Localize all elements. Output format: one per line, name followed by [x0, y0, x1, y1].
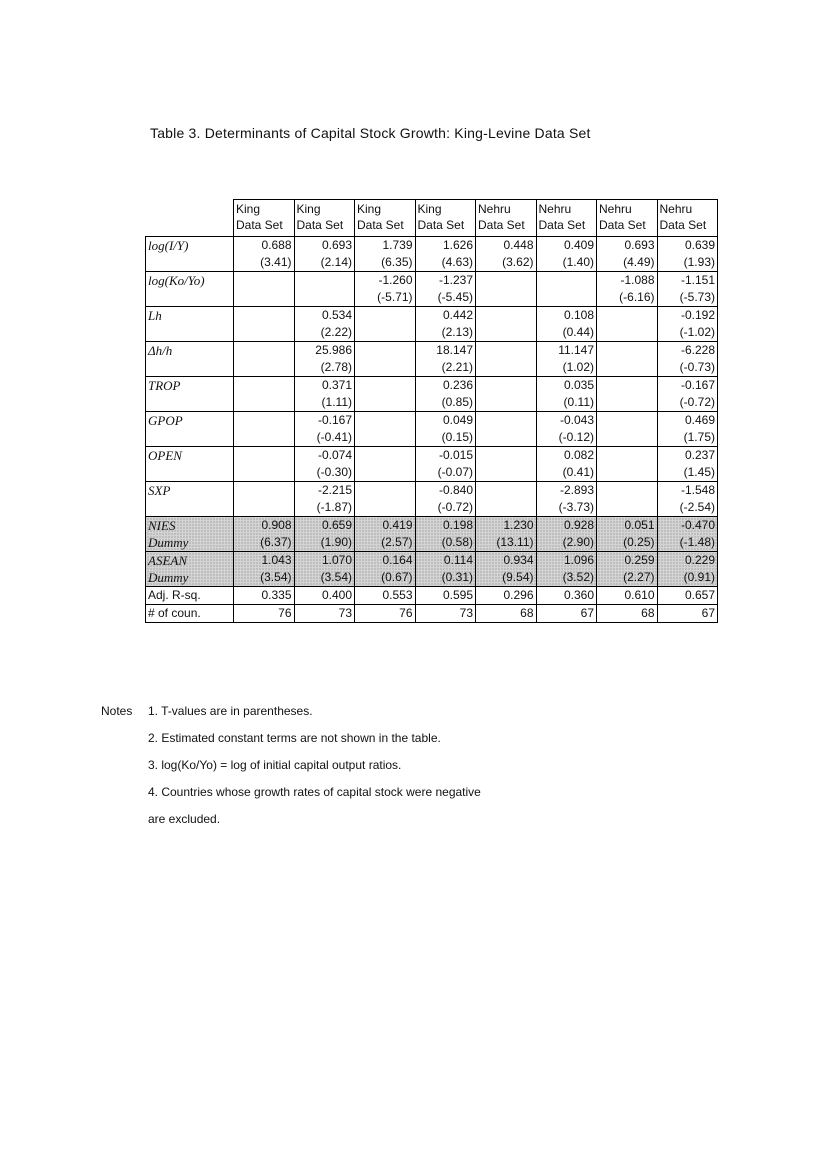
coefficient-cell: [355, 517, 416, 552]
coefficient: -1.237: [438, 273, 473, 287]
t-value: (0.15): [441, 430, 473, 444]
t-value: (-0.72): [437, 500, 473, 514]
t-value: (3.54): [260, 570, 292, 584]
coefficient-cell: [234, 307, 295, 342]
coefficient-cell: [657, 307, 718, 342]
t-value: (6.35): [381, 255, 413, 269]
coefficient-cell: [234, 482, 295, 517]
variable-name: OPEN: [148, 448, 182, 463]
variable-label: [146, 272, 234, 307]
header-row: [146, 200, 718, 237]
t-value: (1.90): [320, 535, 352, 549]
coefficient-cell: [294, 552, 355, 587]
variable-row: [146, 272, 718, 307]
coefficient-cell: [294, 377, 355, 412]
t-value: (1.93): [683, 255, 715, 269]
coefficient-cell: [415, 552, 476, 587]
coefficient-cell: [597, 517, 658, 552]
t-value: (2.22): [320, 325, 352, 339]
coefficient-cell: [234, 272, 295, 307]
column-header-line1: Nehru: [478, 202, 511, 216]
coefficient-cell: [294, 517, 355, 552]
variable-name: ASEAN: [148, 553, 187, 568]
stats-value: 0.360: [536, 587, 597, 605]
coefficient-cell: [476, 237, 537, 272]
t-value: (-1.02): [679, 325, 715, 339]
coefficient-cell: [355, 447, 416, 482]
column-header: [476, 200, 537, 237]
coefficient: -0.043: [559, 413, 594, 427]
variable-name-line2: Dummy: [148, 535, 189, 550]
coefficient-cell: [657, 447, 718, 482]
t-value: (1.11): [321, 395, 352, 409]
stats-value: 67: [536, 605, 597, 623]
coefficient-cell: [234, 552, 295, 587]
coefficient-cell: [597, 272, 658, 307]
coefficient-cell: [415, 272, 476, 307]
column-header-line2: Data Set: [659, 218, 707, 232]
stats-value: 73: [415, 605, 476, 623]
column-header: [415, 200, 476, 237]
t-value: (0.67): [381, 570, 413, 584]
coefficient-cell: [415, 307, 476, 342]
stats-value: 0.657: [657, 587, 718, 605]
variable-label: [146, 377, 234, 412]
variable-row: [146, 342, 718, 377]
coefficient: -0.470: [680, 518, 715, 532]
variable-row: [146, 482, 718, 517]
coefficient-cell: [536, 447, 597, 482]
coefficient-cell: [415, 377, 476, 412]
coefficient: -2.893: [559, 483, 594, 497]
coefficient: 0.693: [321, 238, 352, 252]
stats-value: 0.553: [355, 587, 416, 605]
coefficient-cell: [476, 377, 537, 412]
t-value: (13.11): [496, 535, 534, 549]
coefficient-cell: [657, 342, 718, 377]
t-value: (2.90): [562, 535, 594, 549]
coefficient: 0.442: [442, 308, 473, 322]
t-value: (6.37): [260, 535, 292, 549]
column-header: [294, 200, 355, 237]
variable-name: TROP: [148, 378, 181, 393]
t-value: (1.45): [683, 465, 715, 479]
coefficient-cell: [415, 412, 476, 447]
coefficient-cell: [536, 237, 597, 272]
coefficient-cell: [415, 517, 476, 552]
variable-row: [146, 447, 718, 482]
variable-name: log(Ko/Yo): [148, 273, 205, 288]
coefficient-cell: [597, 342, 658, 377]
coefficient-cell: [536, 517, 597, 552]
coefficient: 0.419: [382, 518, 413, 532]
coefficient-cell: [355, 307, 416, 342]
column-header-line2: Data Set: [417, 218, 465, 232]
coefficient-cell: [657, 517, 718, 552]
coefficient-cell: [294, 412, 355, 447]
note-4: 4. Countries whose growth rates of capital stock were negative: [148, 785, 481, 799]
t-value: (-0.41): [316, 430, 352, 444]
coefficient: 18.147: [436, 343, 473, 357]
table-title: Table 3. Determinants of Capital Stock Growth: King-Levine Data Set: [150, 125, 591, 141]
coefficient-cell: [294, 272, 355, 307]
note-2: 2. Estimated constant terms are not shown in the table.: [148, 731, 441, 745]
coefficient: -1.088: [620, 273, 655, 287]
t-value: (0.44): [562, 325, 594, 339]
coefficient-cell: [657, 412, 718, 447]
coefficient-cell: [536, 342, 597, 377]
variable-label: [146, 412, 234, 447]
t-value: (0.41): [562, 465, 594, 479]
variable-label: [146, 342, 234, 377]
coefficient: 0.693: [624, 238, 655, 252]
coefficient: 0.049: [442, 413, 473, 427]
column-header-line1: Nehru: [538, 202, 572, 216]
coefficient: 0.469: [684, 413, 715, 427]
t-value: (-0.73): [679, 360, 715, 374]
coefficient-cell: [657, 272, 718, 307]
stats-value: 0.400: [294, 587, 355, 605]
coefficient-cell: [234, 377, 295, 412]
coefficient: 0.198: [442, 518, 473, 532]
variable-name: Δh/h: [148, 343, 173, 358]
coefficient: -1.548: [680, 483, 715, 497]
variable-label: [146, 517, 234, 552]
coefficient: -6.228: [680, 343, 715, 357]
column-header-line2: Data Set: [357, 218, 404, 232]
coefficient: 25.986: [315, 343, 352, 357]
variable-row: [146, 552, 718, 587]
coefficient-cell: [536, 307, 597, 342]
t-value: (3.41): [260, 255, 292, 269]
column-header-line1: King: [236, 202, 261, 216]
coefficient-cell: [597, 552, 658, 587]
t-value: (-2.54): [679, 500, 715, 514]
stats-value: 76: [355, 605, 416, 623]
t-value: (-1.48): [679, 535, 715, 549]
stats-row: [146, 605, 718, 623]
coefficient-cell: [294, 342, 355, 377]
column-header-line2: Data Set: [538, 218, 586, 232]
stats-value: 0.335: [234, 587, 295, 605]
variable-label: [146, 307, 234, 342]
variable-row: [146, 412, 718, 447]
coefficient: 0.051: [624, 518, 655, 532]
t-value: (-5.45): [437, 290, 473, 304]
stats-row: [146, 587, 718, 605]
coefficient-cell: [536, 377, 597, 412]
t-value: (1.75): [683, 430, 715, 444]
variable-row: [146, 237, 718, 272]
coefficient: 0.164: [382, 553, 413, 567]
coefficient: 1.096: [563, 553, 594, 567]
t-value: (2.78): [320, 360, 352, 374]
coefficient: -0.015: [438, 448, 473, 462]
coefficient-cell: [234, 412, 295, 447]
column-header: [657, 200, 718, 237]
t-value: (0.25): [623, 535, 655, 549]
coefficient-cell: [294, 237, 355, 272]
t-value: (-0.30): [316, 465, 352, 479]
coefficient: 0.534: [321, 308, 352, 322]
coefficient: -1.260: [378, 273, 413, 287]
variable-name: NIES: [148, 518, 176, 533]
t-value: (-0.72): [679, 395, 715, 409]
coefficient: 0.409: [563, 238, 594, 252]
coefficient: 0.371: [321, 378, 352, 392]
stats-value: 0.296: [476, 587, 537, 605]
variable-name: GPOP: [148, 413, 183, 428]
coefficient-cell: [597, 307, 658, 342]
stats-value: 0.595: [415, 587, 476, 605]
variable-label: [146, 447, 234, 482]
t-value: (-5.73): [679, 290, 715, 304]
coefficient-cell: [476, 412, 537, 447]
coefficient: 0.229: [684, 553, 715, 567]
column-header-line1: King: [417, 202, 442, 216]
t-value: (2.21): [441, 360, 473, 374]
t-value: (0.91): [683, 570, 715, 584]
coefficient: 1.070: [321, 553, 352, 567]
t-value: (2.27): [623, 570, 655, 584]
stats-value: 76: [234, 605, 295, 623]
coefficient-cell: [234, 237, 295, 272]
coefficient: 1.230: [503, 518, 534, 532]
coefficient-cell: [415, 447, 476, 482]
coefficient: 0.639: [684, 238, 715, 252]
coefficient: -0.192: [680, 308, 715, 322]
coefficient-cell: [355, 237, 416, 272]
note-3: 3. log(Ko/Yo) = log of initial capital output ratios.: [148, 758, 402, 772]
coefficient: 0.659: [321, 518, 352, 532]
coefficient-cell: [597, 237, 658, 272]
t-value: (4.63): [441, 255, 473, 269]
coefficient: 11.147: [558, 343, 594, 357]
coefficient-cell: [355, 552, 416, 587]
coefficient-cell: [597, 377, 658, 412]
t-value: (0.31): [441, 570, 473, 584]
column-header: [536, 200, 597, 237]
t-value: (-0.12): [558, 430, 594, 444]
coefficient-cell: [476, 517, 537, 552]
coefficient-cell: [657, 237, 718, 272]
regression-table-body: [146, 200, 718, 623]
coefficient: 0.448: [503, 238, 534, 252]
regression-table: [145, 199, 718, 623]
variable-name-line2: Dummy: [148, 570, 189, 585]
t-value: (-6.16): [619, 290, 655, 304]
column-header-line1: Nehru: [659, 202, 693, 216]
t-value: (-3.73): [558, 500, 594, 514]
t-value: (0.58): [441, 535, 473, 549]
column-header: [597, 200, 658, 237]
stats-label: # of coun.: [146, 605, 234, 623]
coefficient: -0.167: [317, 413, 352, 427]
coefficient-cell: [355, 272, 416, 307]
coefficient-cell: [476, 342, 537, 377]
coefficient-cell: [476, 272, 537, 307]
stats-label: Adj. R-sq.: [146, 587, 234, 605]
variable-row: [146, 377, 718, 412]
t-value: (2.13): [441, 325, 473, 339]
variable-name: SXP: [148, 483, 171, 498]
coefficient: 0.082: [563, 448, 594, 462]
t-value: (2.14): [320, 255, 352, 269]
coefficient-cell: [355, 412, 416, 447]
note-1: 1. T-values are in parentheses.: [148, 704, 313, 718]
coefficient-cell: [476, 482, 537, 517]
t-value: (9.54): [502, 570, 534, 584]
column-header-line1: Nehru: [599, 202, 632, 216]
column-header-line2: Data Set: [599, 218, 646, 232]
coefficient-cell: [657, 377, 718, 412]
coefficient-cell: [657, 552, 718, 587]
coefficient-cell: [234, 342, 295, 377]
coefficient-cell: [597, 482, 658, 517]
coefficient: 0.108: [563, 308, 594, 322]
coefficient-cell: [597, 412, 658, 447]
t-value: (3.62): [502, 255, 534, 269]
coefficient-cell: [657, 482, 718, 517]
coefficient: 0.928: [563, 518, 594, 532]
coefficient-cell: [597, 447, 658, 482]
t-value: (4.49): [623, 255, 655, 269]
t-value: (1.02): [562, 360, 594, 374]
coefficient: 0.259: [624, 553, 655, 567]
notes-heading: Notes: [101, 704, 133, 718]
column-header-line2: Data Set: [478, 218, 525, 232]
coefficient: 0.237: [684, 448, 715, 462]
coefficient: 0.908: [261, 518, 292, 532]
coefficient-cell: [294, 307, 355, 342]
stats-value: 67: [657, 605, 718, 623]
coefficient-cell: [476, 307, 537, 342]
column-header: [355, 200, 416, 237]
coefficient-cell: [536, 412, 597, 447]
coefficient: 0.035: [563, 378, 594, 392]
coefficient: -0.074: [317, 448, 352, 462]
t-value: (0.85): [441, 395, 473, 409]
column-header: [234, 200, 295, 237]
column-header-line2: Data Set: [296, 218, 344, 232]
coefficient-cell: [476, 447, 537, 482]
coefficient-cell: [536, 482, 597, 517]
variable-row: [146, 517, 718, 552]
note-4-continued: are excluded.: [148, 812, 221, 826]
coefficient: 1.626: [442, 238, 473, 252]
variable-name: log(I/Y): [148, 238, 189, 253]
t-value: (3.54): [320, 570, 352, 584]
coefficient-cell: [415, 342, 476, 377]
coefficient-cell: [294, 482, 355, 517]
stats-value: 68: [476, 605, 537, 623]
coefficient-cell: [234, 447, 295, 482]
t-value: (3.52): [562, 570, 594, 584]
coefficient: 0.934: [503, 553, 534, 567]
variable-label: [146, 237, 234, 272]
t-value: (0.11): [563, 395, 594, 409]
variable-label: [146, 552, 234, 587]
coefficient-cell: [476, 552, 537, 587]
header-corner: [146, 200, 234, 237]
coefficient: 0.236: [442, 378, 473, 392]
stats-value: 73: [294, 605, 355, 623]
coefficient: -0.167: [680, 378, 715, 392]
t-value: (-1.87): [316, 500, 352, 514]
column-header-line2: Data Set: [236, 218, 283, 232]
coefficient-cell: [294, 447, 355, 482]
coefficient: 0.114: [443, 553, 473, 567]
variable-name: Lh: [148, 308, 162, 323]
t-value: (-0.07): [437, 465, 473, 479]
coefficient: -0.840: [438, 483, 473, 497]
coefficient: -1.151: [680, 273, 715, 287]
coefficient-cell: [415, 482, 476, 517]
coefficient-cell: [355, 342, 416, 377]
coefficient: 0.688: [261, 238, 292, 252]
stats-value: 68: [597, 605, 658, 623]
t-value: (2.57): [381, 535, 413, 549]
coefficient-cell: [415, 237, 476, 272]
column-header-line1: King: [357, 202, 382, 216]
coefficient-cell: [234, 517, 295, 552]
column-header-line1: King: [296, 202, 321, 216]
stats-value: 0.610: [597, 587, 658, 605]
coefficient-cell: [536, 272, 597, 307]
coefficient-cell: [536, 552, 597, 587]
coefficient: 1.043: [261, 553, 292, 567]
coefficient-cell: [355, 482, 416, 517]
coefficient-cell: [355, 377, 416, 412]
variable-label: [146, 482, 234, 517]
t-value: (1.40): [562, 255, 594, 269]
coefficient: 1.739: [382, 238, 413, 252]
coefficient: -2.215: [317, 483, 352, 497]
t-value: (-5.71): [377, 290, 413, 304]
variable-row: [146, 307, 718, 342]
